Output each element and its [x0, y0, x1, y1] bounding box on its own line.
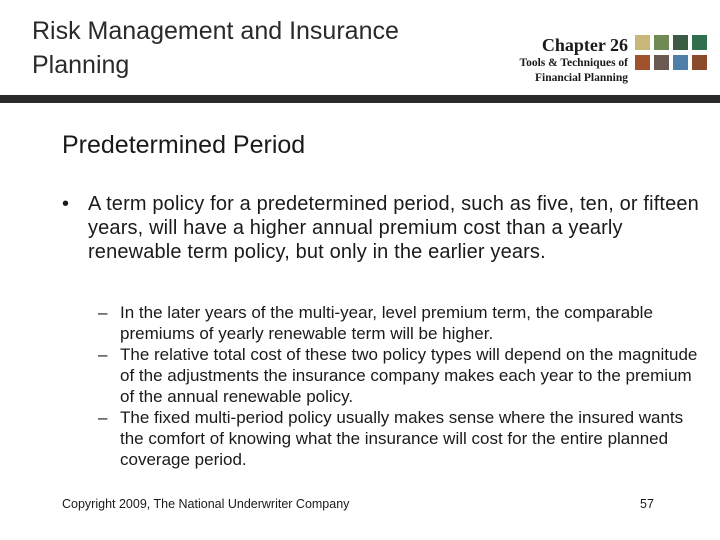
sub-bullet-list [98, 302, 698, 470]
sub-bullet [98, 407, 698, 470]
chapter-subtitle: Tools & Techniques of Financial Planning [519, 57, 628, 84]
footer-copyright: Copyright 2009, The National Underwriter Company [62, 497, 350, 511]
square-icon [673, 55, 688, 70]
chapter-box [519, 34, 628, 86]
sub-bullet-marker: – [98, 303, 108, 322]
sub-bullet-text: The fixed multi-period policy usually makes sense where the insured wants the comfort of knowing what the insurance will cost for the entire planned coverage period. [120, 408, 684, 469]
square-icon [692, 55, 707, 70]
chapter-label: Chapter 26 [541, 35, 628, 55]
square-icon [635, 35, 650, 50]
sub-bullet-text: The relative total cost of these two policy types will depend on the magnitude of the adjustments the insurance company makes each year to the premium of the annual renewable policy. [120, 345, 698, 406]
main-bullet-text: A term policy for a predetermined period, such as five, ten, or fifteen years, will have a higher annual premium cost than a yearly renewable term policy, but only in the earlier years. [88, 193, 699, 263]
decorative-squares [635, 35, 715, 75]
square-icon [654, 55, 669, 70]
sub-bullet [98, 344, 698, 407]
deck-title: Risk Management and Insurance Planning [32, 17, 399, 79]
header-divider [0, 95, 720, 103]
main-bullet [62, 192, 702, 264]
sub-bullet-marker: – [98, 345, 108, 364]
sub-bullet-text: In the later years of the multi-year, level premium term, the comparable premiums of yearly renewable term will be higher. [120, 303, 653, 343]
square-icon [692, 35, 707, 50]
bullet-marker: • [62, 193, 70, 215]
sub-bullet-marker: – [98, 408, 108, 427]
slide-heading: Predetermined Period [62, 131, 306, 159]
square-icon [654, 35, 669, 50]
square-icon [673, 35, 688, 50]
sub-bullet [98, 302, 698, 344]
square-icon [635, 55, 650, 70]
page-number: 57 [640, 497, 654, 511]
